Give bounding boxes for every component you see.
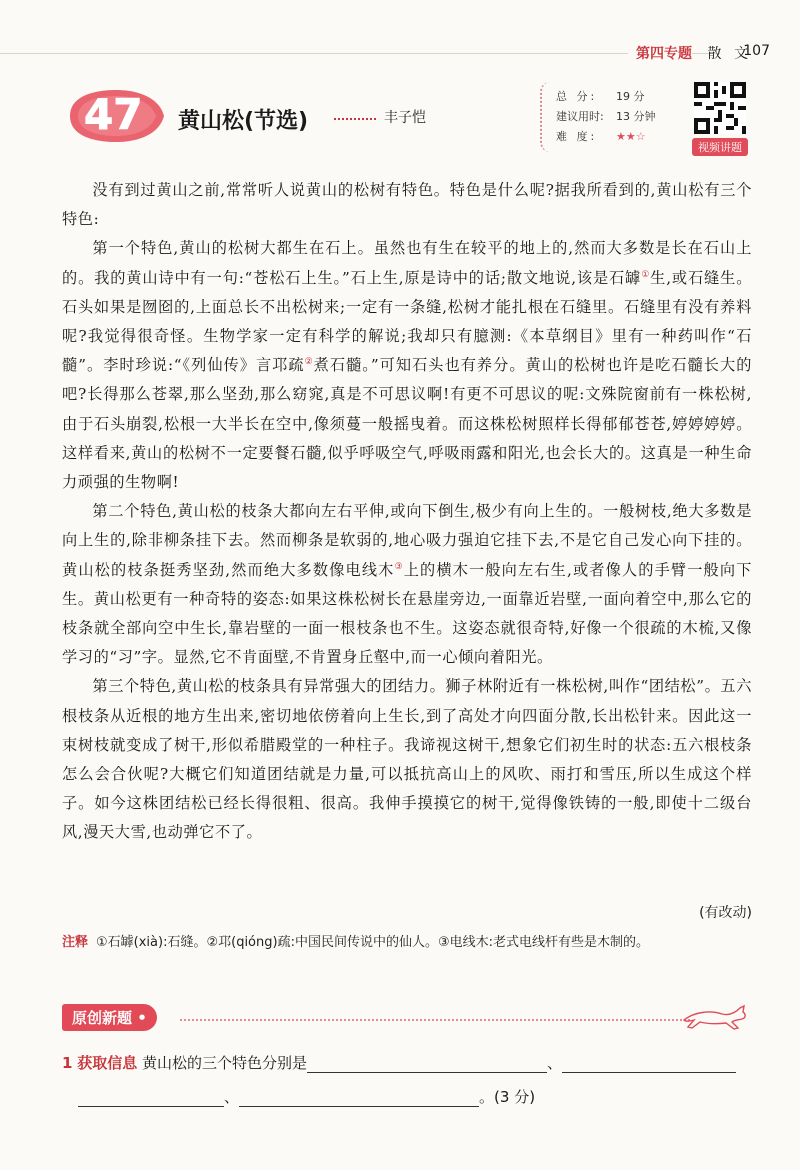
time-row: [556, 108, 656, 124]
paragraph-text: 没有到过黄山之前,常常听人说黄山的松树有特色。特色是什么呢?据我所看到的,黄山松有三个特色:: [62, 181, 752, 229]
question-1-line-2: [78, 1086, 535, 1107]
article-paragraph: [62, 497, 752, 672]
question-type: 获取信息: [77, 1054, 138, 1072]
notes-text: ①石罅(xià):石缝。②邛(qióng)疏:中国民间传说中的仙人。③电线木:老式电线杆有些是木制的。: [96, 935, 649, 950]
time-value: 13 分钟: [616, 110, 656, 123]
question-score: (3 分): [494, 1088, 536, 1106]
section-label-text: 原创新题: [72, 1009, 133, 1027]
article-paragraph: [62, 234, 752, 497]
article-paragraph: [62, 176, 752, 234]
score-value: 19 分: [616, 90, 645, 103]
paragraph-text: 煮石髓。”可知石头也有养分。黄山的松树也许是吃石髓长大的吧?长得那么苍翠,那么坚劲,那么窈窕,真是不可思议啊!有更不可思议的呢:文殊院窗前有一株松树,由于石头崩裂,松根一大半长在空中,像须蔓一般摇曳着。而这株松树照样长得郁郁苍苍,婷婷婷婷。这样看来,黄山的松树不一定要餐石髓,似乎呼吸空气,呼吸雨露和阳光,也会长大的。这真是一种生命力顽强的生物啊!: [62, 356, 753, 492]
difficulty-stars: ★★☆: [616, 130, 646, 143]
separator-2: 、: [224, 1088, 240, 1106]
question-prompt: 黄山松的三个特色分别是: [142, 1054, 308, 1072]
notes-label: 注释: [62, 935, 89, 950]
leaping-cat-icon: [680, 1002, 750, 1032]
chapter-label: 第四专题: [628, 43, 692, 63]
footnote-marker: ②: [304, 357, 314, 368]
question-ending: 。: [479, 1088, 495, 1106]
section-label: 原创新题 •: [62, 1004, 157, 1031]
lesson-author: 丰子恺: [384, 110, 426, 126]
footnote-marker: ③: [394, 561, 404, 572]
lesson-number-badge: [64, 86, 168, 146]
answer-blank-3[interactable]: [78, 1090, 224, 1107]
genre-label: 散 文: [707, 46, 752, 62]
info-box: [540, 82, 692, 152]
page-number: 107: [743, 43, 770, 59]
title-dotted-leader: [334, 118, 376, 120]
lesson-title: 黄山松(节选): [178, 109, 309, 134]
paragraph-text: 第二个特色,黄山松的枝条大都向左右平伸,或向下倒生,极少有向上生的。一般树枝,绝大多数是向上生的,除非柳条挂下去。然而柳条是软弱的,地心吸力强迫它挂下去,不是它自己发心向下挂的。黄山松的枝条挺秀坚劲,然而绝大多数像电线木: [62, 502, 752, 579]
question-1: [62, 1052, 762, 1073]
paragraph-text: 生,或石缝生。石头如果是囫囵的,上面总长不出松树来;一定有一条缝,松树才能扎根在石缝里。石缝里有没有养料呢?我觉得很奇怪。生物学家一定有科学的解说;我却只有臆测:《本草纲目》里有一种药叫作“石髓”。李时珍说:“《列仙传》言邛疏: [62, 268, 752, 375]
paragraph-text: 第三个特色,黄山松的枝条具有异常强大的团结力。狮子林附近有一株松树,叫作“团结松”。五六根枝条从近根的地方生出来,密切地依傍着向上生长,到了高处才向四面分散,长出松针来。因此这一束树枝就变成了树干,形似希腊殿堂的一种柱子。我谛视这树干,想象它们初生时的状态:五六根枝条怎么会合伙呢?大概它们知道团结就是力量,可以抵抗高山上的风吹、雨打和雪压,所以生成这个样子。如今这株团结松已经长得很粗、很高。我伸手摸摸它的树干,觉得像铁铸的一般,即使十二级台风,漫天大雪,也动弹它不了。: [62, 677, 752, 842]
score-row: [556, 88, 645, 104]
paragraph-text: 上的横木一般向左右生,或者像人的手臂一般向下生。黄山松更有一种奇特的姿态:如果这株松树长在悬崖旁边,一面靠近岩壁,一面向着空中,那么它的枝条就全部向空中生长,靠岩壁的一面一根枝条也不生。这姿态就很奇特,好像一个很疏的木梳,又像学习的“习”字。显然,它不肯面壁,不肯置身丘壑中,而一心倾向着阳光。: [62, 560, 753, 667]
footnote-marker: ①: [641, 269, 651, 280]
answer-blank-2[interactable]: [562, 1056, 736, 1073]
time-label: 建议用时:: [556, 110, 604, 123]
article-body: [62, 176, 752, 848]
qr-code-icon[interactable]: [694, 82, 746, 134]
difficulty-label: 难 度:: [556, 130, 598, 143]
answer-blank-4[interactable]: [239, 1090, 479, 1107]
article-paragraph: [62, 672, 752, 847]
lesson-number: 47: [84, 90, 143, 139]
separator-1: 、: [547, 1054, 563, 1072]
video-lecture-label[interactable]: 视频讲题: [692, 138, 748, 156]
header-rule: [0, 53, 720, 54]
answer-blank-1[interactable]: [307, 1056, 547, 1073]
credit-note: (有改动): [699, 905, 752, 921]
annotation-notes: [62, 932, 752, 953]
page-header: [0, 43, 800, 65]
difficulty-row: [556, 128, 646, 144]
section-dotted-line: [180, 1019, 690, 1021]
paragraph-text: 第一个特色,黄山的松树大都生在石上。虽然也有生在较平的地上的,然而大多数是长在石山上的。我的黄山诗中有一句:“苍松石上生。”石上生,原是诗中的话;散文地说,该是石罅: [62, 239, 752, 287]
question-number: 1: [62, 1054, 73, 1072]
score-label: 总 分:: [556, 90, 598, 103]
